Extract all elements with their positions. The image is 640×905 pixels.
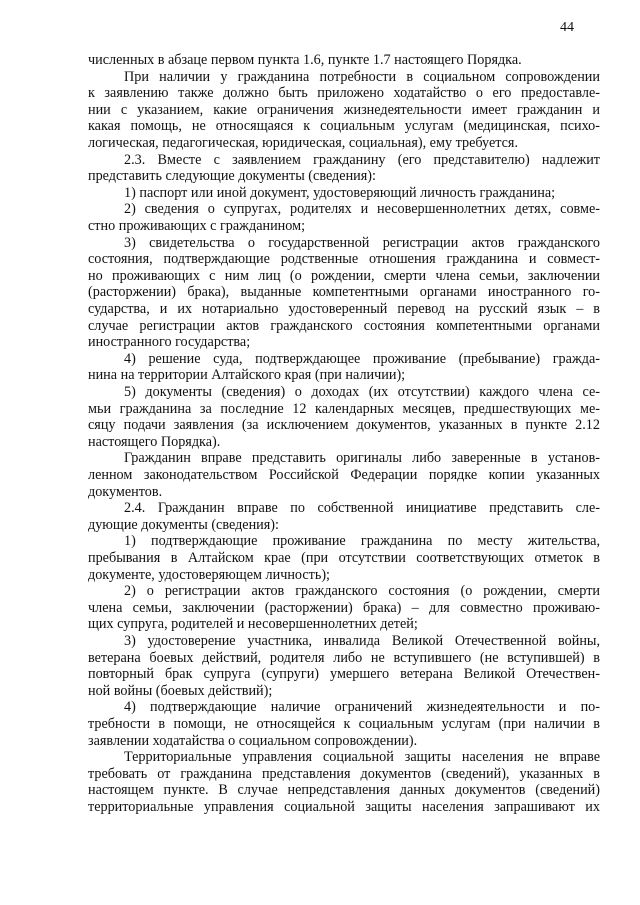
text-line: состояния, подтверждающие родственные отношения гражданина и совмест-: [88, 251, 600, 268]
text-line: пребывания в Алтайском крае (при отсутствии соответствующих отметок в: [88, 550, 600, 566]
text-line: дующие документы (сведения):: [88, 516, 279, 533]
text-line: 2.3. Вместе с заявлением гражданину (его представителю) надлежит: [124, 151, 600, 168]
text-line: (расторжении) брака), выданные компетентными органами иностранного го-: [88, 284, 600, 301]
text-line: нина на территории Алтайского края (при наличии);: [88, 367, 406, 384]
text-line: повторный брак супруга (супруги) умершего ветерана Великой Отечествен-: [88, 666, 600, 683]
text-line: иностранного государства;: [88, 334, 251, 351]
text-line: 4) решение суда, подтверждающее проживание (пребывание) гражда-: [124, 350, 600, 367]
text-line: 5) документы (сведения) о доходах (их отсутствии) каждого члена се-: [124, 384, 600, 400]
text-line: 2) о регистрации актов гражданского состояния (о рождении, смерти: [124, 583, 600, 600]
text-line: документов.: [88, 483, 163, 500]
text-line: мьи гражданина за последние 12 календарных месяцев, предшествующих ме-: [88, 400, 600, 417]
text-line: какая помощь, не относящаяся к социальным услугам (медицинская, психо-: [88, 118, 600, 135]
text-line: 2.4. Гражданин вправе по собственной инициативе представить сле-: [124, 500, 600, 517]
text-line: требовать от гражданина представления документов (сведений), указанных в: [88, 765, 600, 782]
text-line: стно проживающих с гражданином;: [88, 218, 306, 234]
text-line: заявлении ходатайства о социальном сопровождении).: [88, 732, 418, 749]
text-line: ленном законодательством Российской Федерации порядке копии указанных: [88, 467, 600, 483]
text-line: нии с указанием, какие ограничения жизнедеятельности имеет гражданин и: [88, 101, 600, 118]
text-line: 4) подтверждающие наличие ограничений жизнедеятельности и по-: [124, 699, 600, 716]
text-line: настоящего Порядка).: [88, 433, 221, 450]
text-line: случае регистрации актов гражданского состояния компетентными органами: [88, 317, 600, 334]
text-line: 3) свидетельства о государственной регистрации актов гражданского: [124, 234, 600, 251]
text-line: территориальные управления социальной защиты населения запрашивают их: [88, 799, 600, 815]
text-line: сяцу подачи заявления (за исключением документов, указанных в пункте 2.12: [88, 417, 600, 434]
text-line: 1) паспорт или иной документ, удостоверяющий личность гражданина;: [124, 184, 556, 201]
text-line: документе, удостоверяющем личность);: [88, 566, 330, 583]
text-line: к заявлению также должно быть приложено ходатайство о его предоставле-: [88, 85, 600, 102]
text-line: При наличии у гражданина потребности в социальном сопровождении: [124, 68, 600, 85]
text-line: Гражданин вправе представить оригиналы либо заверенные в установ-: [124, 450, 600, 467]
text-line: ветерана боевых действий, родителя либо не вступившего (не вступившей) в: [88, 649, 600, 666]
text-line: но проживающих с ним лиц (о рождении, смерти члена семьи, заключении: [88, 267, 600, 284]
text-line: щих супруга, родителей и несовершеннолетних детей;: [88, 616, 418, 633]
text-line: Территориальные управления социальной защиты населения не вправе: [124, 749, 600, 766]
page-number: 44: [560, 20, 574, 35]
text-line: представить следующие документы (сведения):: [88, 168, 376, 185]
text-line: члена семьи, заключении (расторжении) брака) – для совместно проживаю-: [88, 599, 600, 616]
text-line: сударства, и их нотариально удостоверенный перевод на русский язык – в: [88, 301, 600, 317]
text-line: требности в помощи, не относящейся к социальным услугам (при наличии в: [88, 716, 600, 732]
text-line: 1) подтверждающие проживание гражданина по месту жительства,: [124, 533, 600, 550]
text-line: ной войны (боевых действий);: [88, 682, 273, 699]
text-line: настоящем пункте. В случае непредставления данных документов (сведений): [88, 782, 600, 799]
text-line: численных в абзаце первом пункта 1.6, пункте 1.7 настоящего Порядка.: [88, 52, 522, 68]
text-line: логическая, педагогическая, юридическая, социальная), ему требуется.: [88, 135, 518, 151]
text-line: 3) удостоверение участника, инвалида Великой Отечественной войны,: [124, 633, 600, 649]
text-line: 2) сведения о супругах, родителях и несовершеннолетних детях, совме-: [124, 201, 600, 218]
